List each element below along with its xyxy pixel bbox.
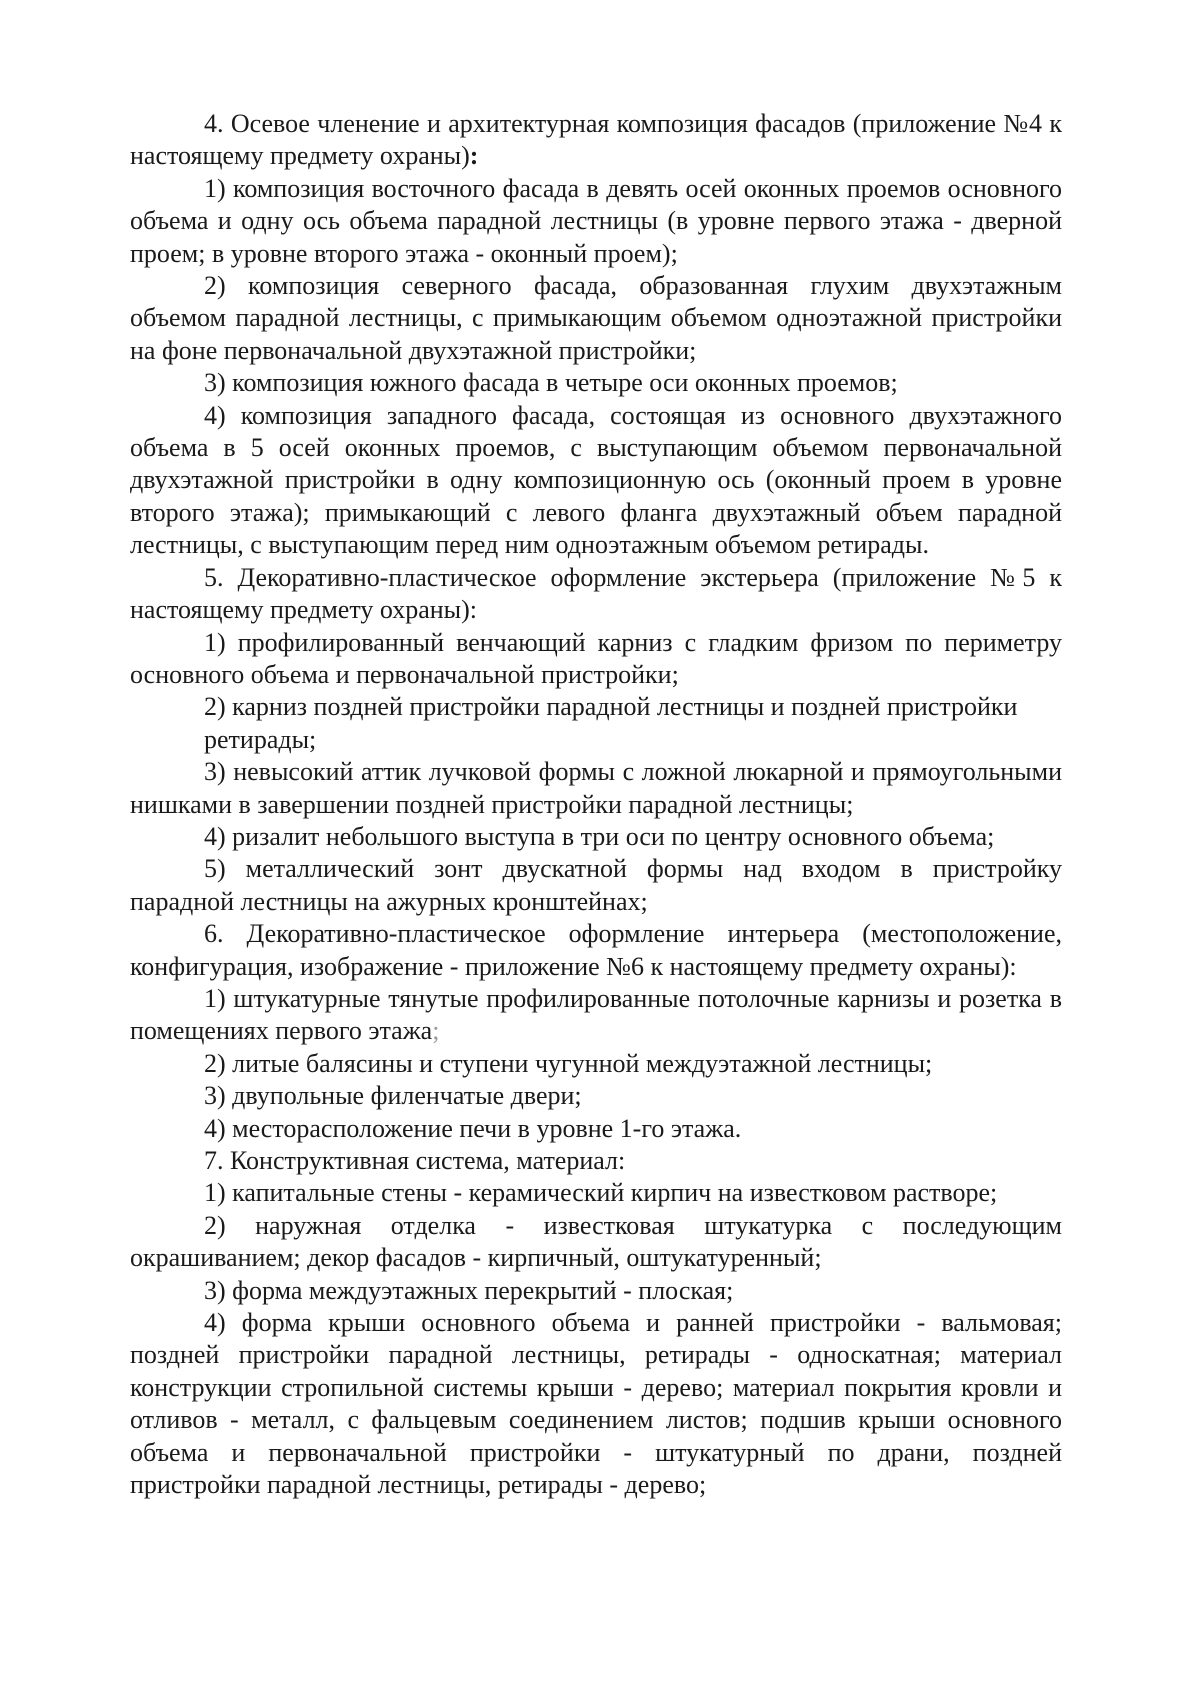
paragraph-item-6-3: 3) двупольные филенчатые двери; — [204, 1081, 582, 1111]
paragraph-text: 1) штукатурные тянутые профилированные потолочные карнизы и розетка в помещениях первого этажа — [130, 983, 1062, 1046]
paragraph-item-6-4: 4) месторасположение печи в уровне 1-го этажа. — [204, 1113, 742, 1143]
paragraph-item-7-3: 3) форма междуэтажных перекрытий - плоская; — [204, 1275, 734, 1305]
paragraph-section-7: 7. Конструктивная система, материал: — [204, 1146, 626, 1175]
document-page — [130, 108, 1062, 1501]
paragraph-section-5: 5. Декоративно-пластическое оформление экстерьера (приложение №5 к настоящему предмету охраны): — [130, 562, 1062, 625]
paragraph-item-5-2: 2) карниз поздней пристройки парадной лестницы и поздней пристройки ретирады; — [204, 692, 1018, 754]
paragraph-item-4-2: 2) композиция северного фасада, образованная глухим двухэтажным объемом парадной лестницы, с примыкающим объемом одноэтажной пристройки на фоне первоначальной двухэтажной пристройки; — [130, 271, 1062, 365]
paragraph-section-6: 6. Декоративно-пластическое оформление интерьера (местоположение, конфигурация, изображение - приложение №6 к настоящему предмету охраны): — [130, 919, 1062, 981]
paragraph-item-5-4: 4) ризалит небольшого выступа в три оси по центру основного объема; — [204, 821, 995, 851]
paragraph-item-4-4: 4) композиция западного фасада, состоящая из основного двухэтажного объема в 5 осей оконных проемов, с выступающим объемом первоначальной двухэтажной пристройки в одну композиционную ось (оконный проем в уровне второго этажа); примыкающий с левого фланга двухэтажный объем парадной лестницы, с выступающим перед ним одноэтажным объемом ретирады. — [130, 400, 1062, 560]
paragraph-item-4-1: 1) композиция восточного фасада в девять осей оконных проемов основного объема и одну ось объема парадной лестницы (в уровне первого этажа - дверной проем; в уровне второго этажа - оконный проем); — [130, 173, 1062, 268]
paragraph-section-4 — [130, 108, 1062, 173]
paragraph-item-5-3: 3) невысокий аттик лучковой формы с ложной люкарной и прямоугольными нишками в завершении поздней пристройки парадной лестницы; — [130, 757, 1062, 819]
paragraph-item-5-5: 5) металлический зонт двускатной формы над входом в пристройку парадной лестницы на ажурных кронштейнах; — [130, 854, 1062, 916]
paragraph-item-4-3: 3) композиция южного фасада в четыре оси оконных проемов; — [204, 368, 898, 398]
paragraph-item-5-1: 1) профилированный венчающий карниз с гладким фризом по периметру основного объема и первоначальной пристройки; — [130, 627, 1062, 689]
paragraph-item-7-2: 2) наружная отделка - известковая штукатурка с последующим окрашиванием; декор фасадов - кирпичный, оштукатуренный; — [130, 1210, 1062, 1273]
paragraph-item-6-2: 2) литые балясины и ступени чугунной междуэтажной лестницы; — [204, 1048, 933, 1078]
paragraph-item-7-4: 4) форма крыши основного объема и ранней пристройки - вальмовая; поздней пристройки парадной лестницы, ретирады - односкатная; материал конструкции стропильной системы крыши - дерево; материал покрытия кровли и отливов - металл, с фальцевым соединением листов; подшив крыши основного объема и первоначальной пристройки - штукатурный по драни, поздней пристройки парадной лестницы, ретирады - дерево; — [130, 1308, 1062, 1500]
paragraph-bold-colon: : — [469, 141, 479, 171]
paragraph-item-7-1: 1) капитальные стены - керамический кирпич на известковом растворе; — [204, 1178, 998, 1208]
paragraph-text: 4. Осевое членение и архитектурная композиция фасадов (приложение №4 к настоящему предмету охраны) — [130, 109, 1062, 171]
paragraph-faint-semicolon: ; — [432, 1016, 440, 1046]
paragraph-item-6-1 — [130, 983, 1062, 1048]
